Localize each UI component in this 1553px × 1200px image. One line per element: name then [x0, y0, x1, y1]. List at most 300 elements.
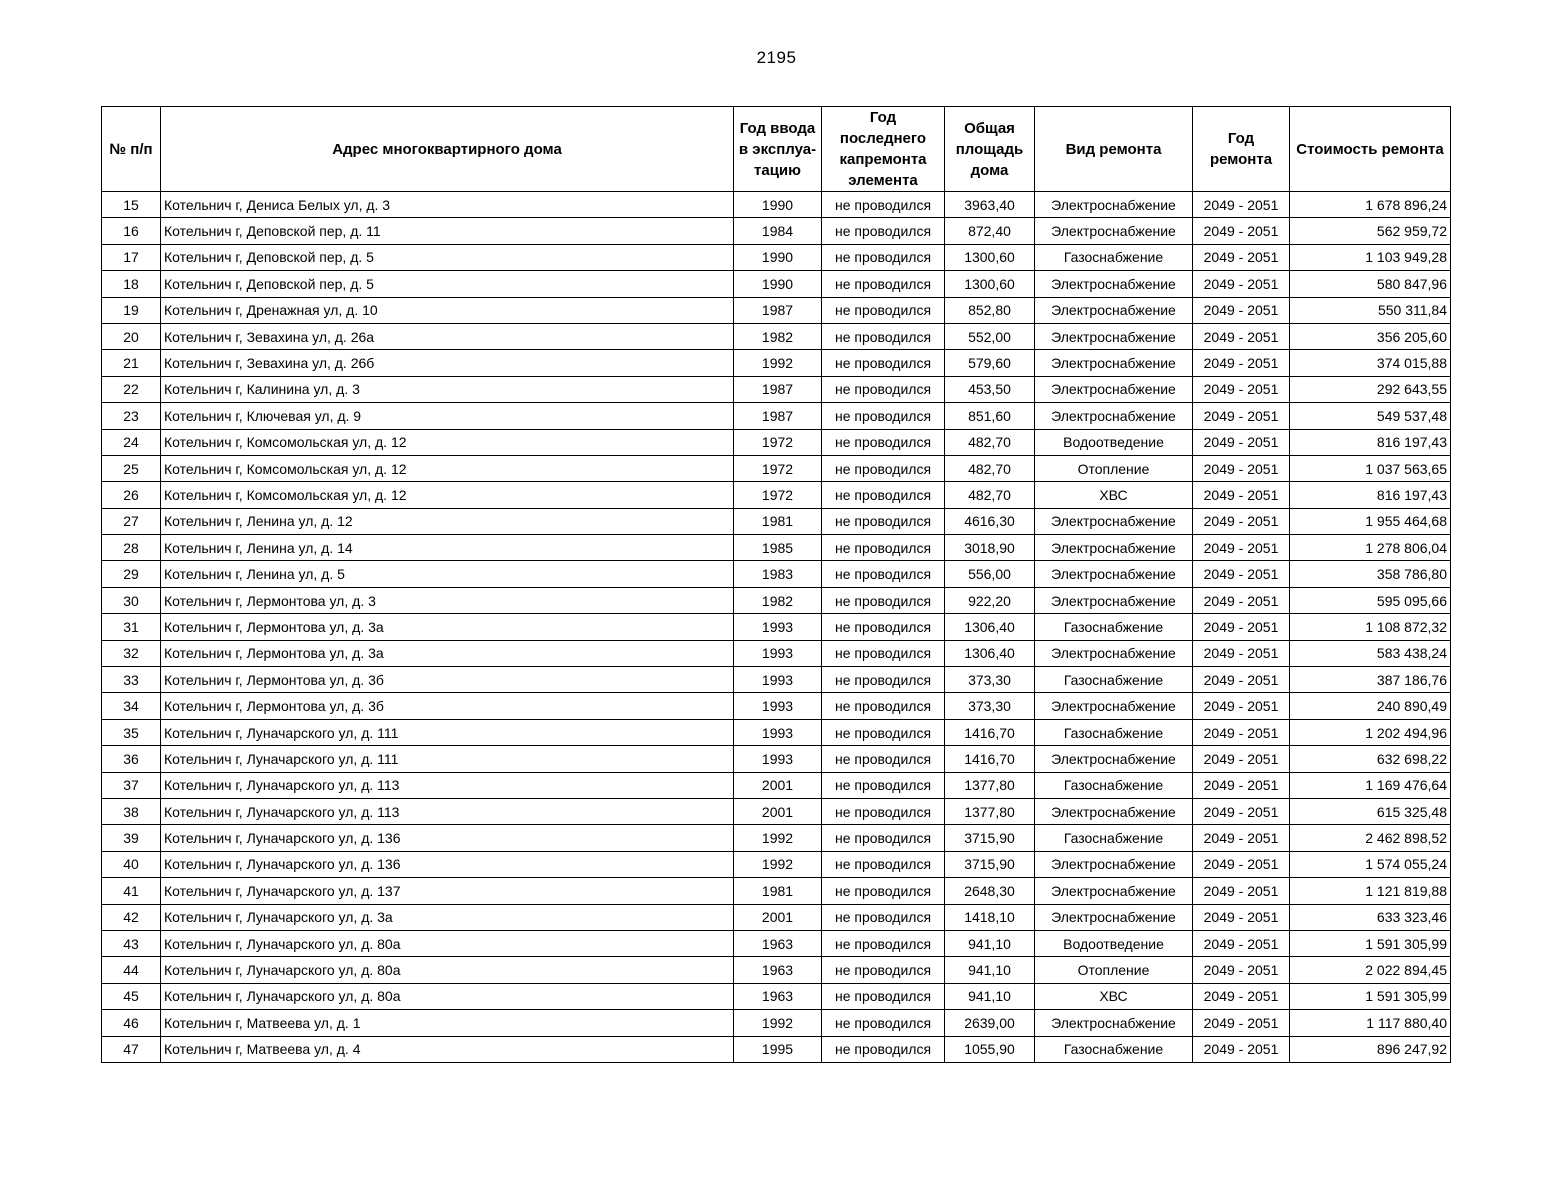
table-row	[102, 798, 1451, 824]
row-address: Котельнич г, Деповской пер, д. 5	[161, 244, 734, 270]
row-cost: 374 015,88	[1290, 350, 1451, 376]
row-year-commissioned: 1995	[734, 1036, 822, 1062]
row-repair-period: 2049 - 2051	[1193, 403, 1290, 429]
row-repair-type: Газоснабжение	[1035, 244, 1193, 270]
row-area: 941,10	[945, 983, 1035, 1009]
row-repair-type: Электроснабжение	[1035, 798, 1193, 824]
row-repair-period: 2049 - 2051	[1193, 719, 1290, 745]
table-row	[102, 693, 1451, 719]
row-repair-period: 2049 - 2051	[1193, 218, 1290, 244]
row-num: 47	[102, 1036, 161, 1062]
row-address: Котельнич г, Ленина ул, д. 14	[161, 535, 734, 561]
row-num: 26	[102, 482, 161, 508]
table-row	[102, 535, 1451, 561]
row-cost: 1 117 880,40	[1290, 1010, 1451, 1036]
row-cost: 580 847,96	[1290, 271, 1451, 297]
row-repair-period: 2049 - 2051	[1193, 376, 1290, 402]
row-area: 1306,40	[945, 640, 1035, 666]
row-repair-type: Электроснабжение	[1035, 640, 1193, 666]
row-address: Котельнич г, Деповской пер, д. 5	[161, 271, 734, 297]
row-area: 3018,90	[945, 535, 1035, 561]
row-address: Котельнич г, Матвеева ул, д. 1	[161, 1010, 734, 1036]
row-address: Котельнич г, Луначарского ул, д. 111	[161, 719, 734, 745]
row-address: Котельнич г, Дренажная ул, д. 10	[161, 297, 734, 323]
row-num: 45	[102, 983, 161, 1009]
table-row	[102, 640, 1451, 666]
row-address: Котельнич г, Луначарского ул, д. 113	[161, 772, 734, 798]
row-repair-period: 2049 - 2051	[1193, 244, 1290, 270]
row-cost: 2 462 898,52	[1290, 825, 1451, 851]
row-address: Котельнич г, Луначарского ул, д. 80а	[161, 957, 734, 983]
row-num: 25	[102, 455, 161, 481]
row-num: 46	[102, 1010, 161, 1036]
table-row	[102, 851, 1451, 877]
row-cost: 356 205,60	[1290, 323, 1451, 349]
table-row	[102, 297, 1451, 323]
table-row	[102, 350, 1451, 376]
row-last-repair: не проводился	[822, 271, 945, 297]
row-last-repair: не проводился	[822, 614, 945, 640]
row-last-repair: не проводился	[822, 983, 945, 1009]
row-num: 28	[102, 535, 161, 561]
row-address: Котельнич г, Ленина ул, д. 5	[161, 561, 734, 587]
row-year-commissioned: 1990	[734, 244, 822, 270]
row-num: 20	[102, 323, 161, 349]
row-repair-type: Электроснабжение	[1035, 271, 1193, 297]
row-address: Котельнич г, Дениса Белых ул, д. 3	[161, 192, 734, 218]
row-last-repair: не проводился	[822, 192, 945, 218]
row-repair-period: 2049 - 2051	[1193, 983, 1290, 1009]
row-address: Котельнич г, Лермонтова ул, д. 3	[161, 587, 734, 613]
row-address: Котельнич г, Лермонтова ул, д. 3а	[161, 614, 734, 640]
row-repair-period: 2049 - 2051	[1193, 271, 1290, 297]
row-repair-period: 2049 - 2051	[1193, 772, 1290, 798]
row-num: 15	[102, 192, 161, 218]
row-repair-type: Электроснабжение	[1035, 192, 1193, 218]
row-repair-type: ХВС	[1035, 482, 1193, 508]
row-repair-type: Водоотведение	[1035, 930, 1193, 956]
header-area: Общая площадь дома	[945, 107, 1035, 192]
row-repair-type: Электроснабжение	[1035, 878, 1193, 904]
table-row	[102, 930, 1451, 956]
row-num: 40	[102, 851, 161, 877]
row-area: 941,10	[945, 957, 1035, 983]
row-address: Котельнич г, Комсомольская ул, д. 12	[161, 482, 734, 508]
row-year-commissioned: 1963	[734, 930, 822, 956]
row-cost: 1 202 494,96	[1290, 719, 1451, 745]
row-last-repair: не проводился	[822, 535, 945, 561]
row-year-commissioned: 1984	[734, 218, 822, 244]
row-address: Котельнич г, Ленина ул, д. 12	[161, 508, 734, 534]
row-cost: 387 186,76	[1290, 667, 1451, 693]
row-year-commissioned: 1972	[734, 429, 822, 455]
row-repair-type: Электроснабжение	[1035, 535, 1193, 561]
row-cost: 615 325,48	[1290, 798, 1451, 824]
row-area: 1300,60	[945, 271, 1035, 297]
row-num: 30	[102, 587, 161, 613]
row-area: 1416,70	[945, 719, 1035, 745]
table-row	[102, 561, 1451, 587]
row-year-commissioned: 1992	[734, 350, 822, 376]
row-year-commissioned: 1972	[734, 482, 822, 508]
row-repair-type: Отопление	[1035, 957, 1193, 983]
row-repair-period: 2049 - 2051	[1193, 878, 1290, 904]
row-num: 43	[102, 930, 161, 956]
row-num: 27	[102, 508, 161, 534]
row-repair-period: 2049 - 2051	[1193, 825, 1290, 851]
table-row	[102, 376, 1451, 402]
row-area: 552,00	[945, 323, 1035, 349]
table-row	[102, 323, 1451, 349]
row-year-commissioned: 1981	[734, 508, 822, 534]
row-year-commissioned: 1987	[734, 376, 822, 402]
row-address: Котельнич г, Луначарского ул, д. 113	[161, 798, 734, 824]
row-last-repair: не проводился	[822, 640, 945, 666]
header-year-commissioned: Год ввода в эксплуа-тацию	[734, 107, 822, 192]
row-repair-type: Электроснабжение	[1035, 746, 1193, 772]
row-area: 851,60	[945, 403, 1035, 429]
row-repair-period: 2049 - 2051	[1193, 587, 1290, 613]
row-area: 2639,00	[945, 1010, 1035, 1036]
row-repair-period: 2049 - 2051	[1193, 1010, 1290, 1036]
row-cost: 583 438,24	[1290, 640, 1451, 666]
table-row	[102, 218, 1451, 244]
row-last-repair: не проводился	[822, 825, 945, 851]
row-last-repair: не проводился	[822, 323, 945, 349]
row-area: 2648,30	[945, 878, 1035, 904]
row-area: 1306,40	[945, 614, 1035, 640]
row-area: 1418,10	[945, 904, 1035, 930]
row-repair-type: Электроснабжение	[1035, 297, 1193, 323]
row-repair-type: Газоснабжение	[1035, 1036, 1193, 1062]
row-area: 1416,70	[945, 746, 1035, 772]
row-num: 37	[102, 772, 161, 798]
row-repair-type: Электроснабжение	[1035, 587, 1193, 613]
row-year-commissioned: 2001	[734, 798, 822, 824]
row-address: Котельнич г, Луначарского ул, д. 136	[161, 825, 734, 851]
row-year-commissioned: 1993	[734, 746, 822, 772]
row-repair-type: Электроснабжение	[1035, 508, 1193, 534]
row-repair-type: Электроснабжение	[1035, 693, 1193, 719]
row-repair-period: 2049 - 2051	[1193, 561, 1290, 587]
table-body	[102, 192, 1451, 1063]
row-repair-period: 2049 - 2051	[1193, 508, 1290, 534]
row-area: 482,70	[945, 429, 1035, 455]
row-year-commissioned: 1963	[734, 983, 822, 1009]
row-repair-period: 2049 - 2051	[1193, 1036, 1290, 1062]
table-row	[102, 667, 1451, 693]
row-repair-period: 2049 - 2051	[1193, 851, 1290, 877]
row-repair-type: Газоснабжение	[1035, 772, 1193, 798]
table-row	[102, 482, 1451, 508]
row-repair-period: 2049 - 2051	[1193, 930, 1290, 956]
row-last-repair: не проводился	[822, 798, 945, 824]
row-last-repair: не проводился	[822, 930, 945, 956]
header-repair-period: Год ремонта	[1193, 107, 1290, 192]
row-num: 21	[102, 350, 161, 376]
row-area: 852,80	[945, 297, 1035, 323]
row-num: 16	[102, 218, 161, 244]
row-cost: 1 169 476,64	[1290, 772, 1451, 798]
row-year-commissioned: 1993	[734, 667, 822, 693]
row-num: 44	[102, 957, 161, 983]
row-area: 872,40	[945, 218, 1035, 244]
row-last-repair: не проводился	[822, 1010, 945, 1036]
row-area: 1300,60	[945, 244, 1035, 270]
row-num: 19	[102, 297, 161, 323]
header-cost: Стоимость ремонта	[1290, 107, 1451, 192]
row-address: Котельнич г, Лермонтова ул, д. 3б	[161, 693, 734, 719]
row-cost: 1 574 055,24	[1290, 851, 1451, 877]
table-row	[102, 271, 1451, 297]
row-repair-period: 2049 - 2051	[1193, 482, 1290, 508]
row-last-repair: не проводился	[822, 455, 945, 481]
row-year-commissioned: 1993	[734, 719, 822, 745]
row-cost: 816 197,43	[1290, 482, 1451, 508]
row-cost: 1 678 896,24	[1290, 192, 1451, 218]
row-address: Котельнич г, Калинина ул, д. 3	[161, 376, 734, 402]
row-address: Котельнич г, Зевахина ул, д. 26а	[161, 323, 734, 349]
row-repair-type: Электроснабжение	[1035, 851, 1193, 877]
row-cost: 1 591 305,99	[1290, 930, 1451, 956]
row-address: Котельнич г, Комсомольская ул, д. 12	[161, 455, 734, 481]
row-year-commissioned: 1972	[734, 455, 822, 481]
row-year-commissioned: 1993	[734, 614, 822, 640]
row-year-commissioned: 1987	[734, 403, 822, 429]
row-last-repair: не проводился	[822, 350, 945, 376]
row-year-commissioned: 1963	[734, 957, 822, 983]
row-num: 39	[102, 825, 161, 851]
row-area: 941,10	[945, 930, 1035, 956]
row-last-repair: не проводился	[822, 851, 945, 877]
row-repair-type: Электроснабжение	[1035, 218, 1193, 244]
row-address: Котельнич г, Луначарского ул, д. 80а	[161, 983, 734, 1009]
row-last-repair: не проводился	[822, 429, 945, 455]
row-last-repair: не проводился	[822, 1036, 945, 1062]
row-repair-period: 2049 - 2051	[1193, 693, 1290, 719]
row-cost: 1 278 806,04	[1290, 535, 1451, 561]
table-row	[102, 983, 1451, 1009]
row-repair-type: Электроснабжение	[1035, 350, 1193, 376]
row-cost: 562 959,72	[1290, 218, 1451, 244]
row-repair-type: Электроснабжение	[1035, 323, 1193, 349]
row-cost: 1 037 563,65	[1290, 455, 1451, 481]
row-cost: 1 591 305,99	[1290, 983, 1451, 1009]
row-cost: 292 643,55	[1290, 376, 1451, 402]
row-address: Котельнич г, Луначарского ул, д. 137	[161, 878, 734, 904]
row-last-repair: не проводился	[822, 957, 945, 983]
row-repair-type: Электроснабжение	[1035, 1010, 1193, 1036]
row-repair-period: 2049 - 2051	[1193, 297, 1290, 323]
row-cost: 896 247,92	[1290, 1036, 1451, 1062]
row-year-commissioned: 1992	[734, 825, 822, 851]
row-num: 23	[102, 403, 161, 429]
row-repair-type: Газоснабжение	[1035, 825, 1193, 851]
row-repair-type: Электроснабжение	[1035, 376, 1193, 402]
row-cost: 633 323,46	[1290, 904, 1451, 930]
row-area: 1377,80	[945, 798, 1035, 824]
row-cost: 358 786,80	[1290, 561, 1451, 587]
table-row	[102, 746, 1451, 772]
table-row	[102, 957, 1451, 983]
row-num: 38	[102, 798, 161, 824]
row-repair-period: 2049 - 2051	[1193, 614, 1290, 640]
row-repair-period: 2049 - 2051	[1193, 667, 1290, 693]
row-last-repair: не проводился	[822, 218, 945, 244]
row-area: 482,70	[945, 482, 1035, 508]
row-last-repair: не проводился	[822, 719, 945, 745]
row-year-commissioned: 1990	[734, 271, 822, 297]
row-year-commissioned: 1985	[734, 535, 822, 561]
row-num: 32	[102, 640, 161, 666]
table-row	[102, 1036, 1451, 1062]
table-row	[102, 772, 1451, 798]
row-area: 556,00	[945, 561, 1035, 587]
row-year-commissioned: 2001	[734, 904, 822, 930]
table-row	[102, 1010, 1451, 1036]
row-area: 3715,90	[945, 825, 1035, 851]
row-repair-period: 2049 - 2051	[1193, 640, 1290, 666]
row-area: 373,30	[945, 693, 1035, 719]
row-year-commissioned: 1982	[734, 323, 822, 349]
row-num: 18	[102, 271, 161, 297]
row-num: 29	[102, 561, 161, 587]
row-num: 41	[102, 878, 161, 904]
row-year-commissioned: 1990	[734, 192, 822, 218]
row-cost: 1 108 872,32	[1290, 614, 1451, 640]
row-year-commissioned: 1993	[734, 640, 822, 666]
row-address: Котельнич г, Комсомольская ул, д. 12	[161, 429, 734, 455]
row-last-repair: не проводился	[822, 667, 945, 693]
row-area: 1377,80	[945, 772, 1035, 798]
row-last-repair: не проводился	[822, 403, 945, 429]
row-repair-period: 2049 - 2051	[1193, 746, 1290, 772]
row-last-repair: не проводился	[822, 587, 945, 613]
row-area: 482,70	[945, 455, 1035, 481]
row-address: Котельнич г, Луначарского ул, д. 136	[161, 851, 734, 877]
row-address: Котельнич г, Ключевая ул, д. 9	[161, 403, 734, 429]
row-address: Котельнич г, Лермонтова ул, д. 3б	[161, 667, 734, 693]
row-repair-type: Водоотведение	[1035, 429, 1193, 455]
row-repair-period: 2049 - 2051	[1193, 535, 1290, 561]
row-area: 1055,90	[945, 1036, 1035, 1062]
row-address: Котельнич г, Матвеева ул, д. 4	[161, 1036, 734, 1062]
row-cost: 1 121 819,88	[1290, 878, 1451, 904]
row-num: 31	[102, 614, 161, 640]
row-repair-type: Электроснабжение	[1035, 403, 1193, 429]
row-num: 22	[102, 376, 161, 402]
row-year-commissioned: 1981	[734, 878, 822, 904]
row-address: Котельнич г, Луначарского ул, д. 3а	[161, 904, 734, 930]
table-row	[102, 244, 1451, 270]
table-row	[102, 455, 1451, 481]
row-last-repair: не проводился	[822, 772, 945, 798]
header-address: Адрес многоквартирного дома	[161, 107, 734, 192]
row-num: 34	[102, 693, 161, 719]
row-repair-period: 2049 - 2051	[1193, 350, 1290, 376]
row-num: 35	[102, 719, 161, 745]
row-repair-type: Газоснабжение	[1035, 667, 1193, 693]
row-area: 579,60	[945, 350, 1035, 376]
row-cost: 1 955 464,68	[1290, 508, 1451, 534]
row-cost: 816 197,43	[1290, 429, 1451, 455]
row-last-repair: не проводился	[822, 508, 945, 534]
row-repair-period: 2049 - 2051	[1193, 323, 1290, 349]
row-cost: 632 698,22	[1290, 746, 1451, 772]
row-repair-period: 2049 - 2051	[1193, 904, 1290, 930]
table-row	[102, 719, 1451, 745]
row-last-repair: не проводился	[822, 297, 945, 323]
row-num: 17	[102, 244, 161, 270]
row-num: 36	[102, 746, 161, 772]
row-year-commissioned: 1983	[734, 561, 822, 587]
row-last-repair: не проводился	[822, 376, 945, 402]
row-area: 373,30	[945, 667, 1035, 693]
row-num: 24	[102, 429, 161, 455]
table-row	[102, 614, 1451, 640]
row-repair-type: Электроснабжение	[1035, 904, 1193, 930]
page-number: 2195	[756, 48, 797, 67]
row-last-repair: не проводился	[822, 904, 945, 930]
header-num: № п/п	[102, 107, 161, 192]
row-last-repair: не проводился	[822, 482, 945, 508]
row-cost: 550 311,84	[1290, 297, 1451, 323]
row-address: Котельнич г, Лермонтова ул, д. 3а	[161, 640, 734, 666]
table-row	[102, 587, 1451, 613]
row-repair-period: 2049 - 2051	[1193, 455, 1290, 481]
row-repair-type: Газоснабжение	[1035, 719, 1193, 745]
table-row	[102, 904, 1451, 930]
row-last-repair: не проводился	[822, 878, 945, 904]
row-year-commissioned: 1982	[734, 587, 822, 613]
table-row	[102, 403, 1451, 429]
row-cost: 240 890,49	[1290, 693, 1451, 719]
row-repair-period: 2049 - 2051	[1193, 957, 1290, 983]
row-cost: 2 022 894,45	[1290, 957, 1451, 983]
row-area: 453,50	[945, 376, 1035, 402]
row-year-commissioned: 1987	[734, 297, 822, 323]
row-cost: 549 537,48	[1290, 403, 1451, 429]
table-row	[102, 429, 1451, 455]
header-repair-type: Вид ремонта	[1035, 107, 1193, 192]
row-last-repair: не проводился	[822, 561, 945, 587]
row-year-commissioned: 1992	[734, 1010, 822, 1036]
row-area: 922,20	[945, 587, 1035, 613]
table-row	[102, 192, 1451, 218]
row-year-commissioned: 1992	[734, 851, 822, 877]
row-year-commissioned: 1993	[734, 693, 822, 719]
row-repair-type: Отопление	[1035, 455, 1193, 481]
row-cost: 1 103 949,28	[1290, 244, 1451, 270]
row-repair-period: 2049 - 2051	[1193, 192, 1290, 218]
table-row	[102, 508, 1451, 534]
table-row	[102, 825, 1451, 851]
row-last-repair: не проводился	[822, 746, 945, 772]
row-repair-type: ХВС	[1035, 983, 1193, 1009]
table-row	[102, 878, 1451, 904]
row-area: 3963,40	[945, 192, 1035, 218]
row-repair-period: 2049 - 2051	[1193, 798, 1290, 824]
row-address: Котельнич г, Деповской пер, д. 11	[161, 218, 734, 244]
row-repair-type: Газоснабжение	[1035, 614, 1193, 640]
row-repair-type: Электроснабжение	[1035, 561, 1193, 587]
row-repair-period: 2049 - 2051	[1193, 429, 1290, 455]
repair-schedule-table	[101, 106, 1451, 1063]
row-address: Котельнич г, Луначарского ул, д. 111	[161, 746, 734, 772]
header-last-repair: Год последнего капремонта элемента	[822, 107, 945, 192]
row-address: Котельнич г, Зевахина ул, д. 26б	[161, 350, 734, 376]
row-cost: 595 095,66	[1290, 587, 1451, 613]
